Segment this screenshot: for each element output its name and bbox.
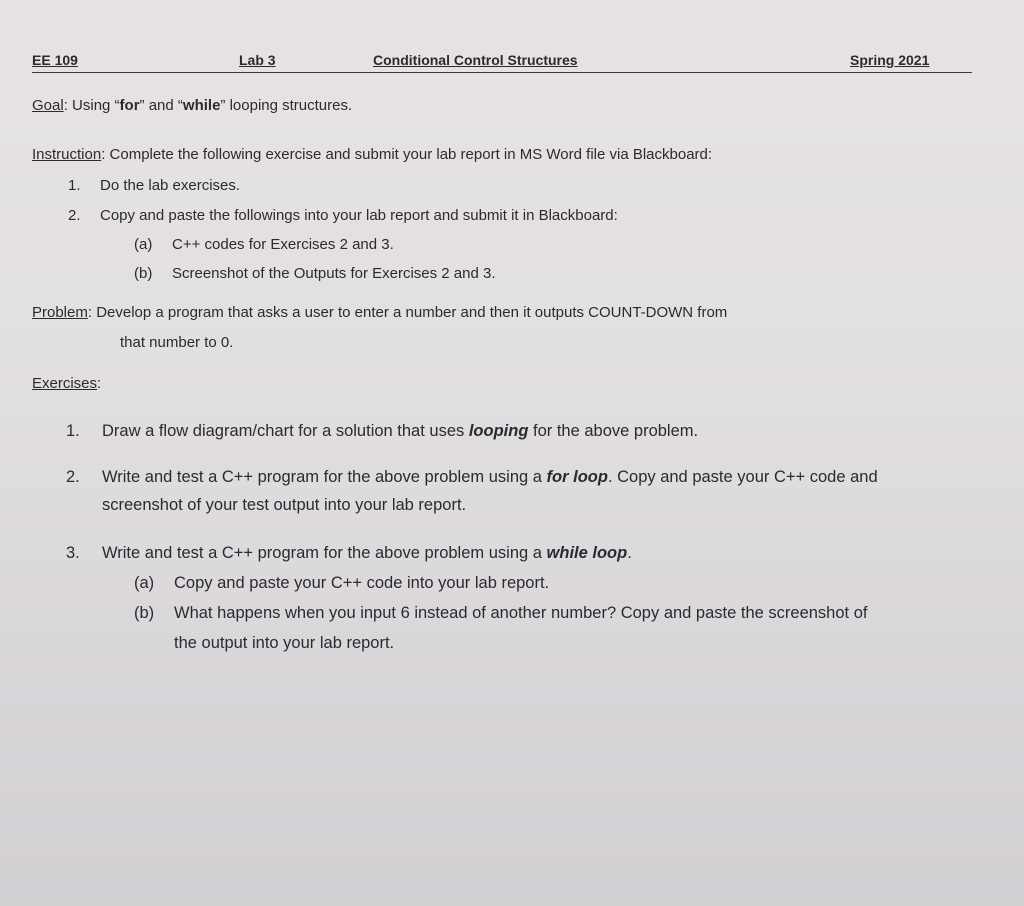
exercise-1-text: Draw a flow diagram/chart for a solution that uses <box>102 422 469 440</box>
goal-text: : Using “ <box>63 97 120 114</box>
lab-topic: Conditional Control Structures <box>373 52 578 68</box>
instruction-subitem-number: (a) <box>134 236 153 253</box>
problem-text-continued: that number to 0. <box>120 334 234 351</box>
exercise-3-text-end: . <box>627 544 632 562</box>
exercise-3 <box>102 542 632 564</box>
document-header <box>32 52 972 74</box>
exercise-1-keyword: looping <box>468 422 529 440</box>
exercises-label: Exercises <box>32 375 98 392</box>
exercises-colon: : <box>97 375 102 392</box>
instruction-text: : Complete the following exercise and submit your lab report in MS Word file via Blackboard: <box>101 146 713 163</box>
exercise-3-subitem-number: (a) <box>134 574 155 592</box>
instruction-item: Copy and paste the followings into your lab report and submit it in Blackboard: <box>100 207 618 224</box>
instruction-item-number: 1. <box>68 177 81 194</box>
exercise-3-subitem-b-continued: the output into your lab report. <box>174 634 395 652</box>
course-code: EE 109 <box>32 52 78 68</box>
instruction-label: Instruction <box>32 146 102 163</box>
exercise-2-keyword: for loop <box>546 468 608 486</box>
goal-label: Goal <box>32 97 64 114</box>
lab-number: Lab 3 <box>239 52 276 68</box>
goal-keyword-for: for <box>119 97 140 114</box>
exercise-3-subitem-b: What happens when you input 6 instead of another number? Copy and paste the screenshot of <box>174 604 868 622</box>
exercise-2 <box>102 466 878 488</box>
exercise-2-text-end: . Copy and paste your C++ code and <box>607 468 878 486</box>
problem-text: : Develop a program that asks a user to enter a number and then it outputs COUNT-DOWN from <box>87 304 728 321</box>
goal-text-end: ” looping structures. <box>220 97 353 114</box>
exercise-2-continued: screenshot of your test output into your lab report. <box>102 496 467 514</box>
term: Spring 2021 <box>850 52 930 68</box>
exercise-number: 3. <box>66 544 80 562</box>
exercise-3-subitem-a: Copy and paste your C++ code into your lab report. <box>174 574 550 592</box>
exercise-number: 1. <box>66 422 80 440</box>
exercise-1-text-end: for the above problem. <box>528 422 699 440</box>
instruction-subitem: Screenshot of the Outputs for Exercises 2 and 3. <box>172 265 496 282</box>
instruction-subitem-number: (b) <box>134 265 153 282</box>
exercise-3-text: Write and test a C++ program for the above problem using a <box>102 544 547 562</box>
exercise-3-keyword: while loop <box>546 544 628 562</box>
instruction-subitem: C++ codes for Exercises 2 and 3. <box>172 236 394 253</box>
exercises-heading <box>32 374 101 394</box>
problem-line <box>32 303 727 323</box>
exercise-number: 2. <box>66 468 80 486</box>
instruction-item-number: 2. <box>68 207 81 224</box>
problem-label: Problem <box>32 304 88 321</box>
instruction-item: Do the lab exercises. <box>100 177 241 194</box>
goal-line <box>32 96 352 116</box>
exercise-1 <box>102 420 698 442</box>
goal-keyword-while: while <box>182 97 221 114</box>
exercise-3-subitem-number: (b) <box>134 604 155 622</box>
instruction-line <box>32 145 712 165</box>
goal-text-mid: ” and “ <box>139 97 183 114</box>
header-rule <box>32 72 972 73</box>
exercise-2-text: Write and test a C++ program for the above problem using a <box>102 468 547 486</box>
